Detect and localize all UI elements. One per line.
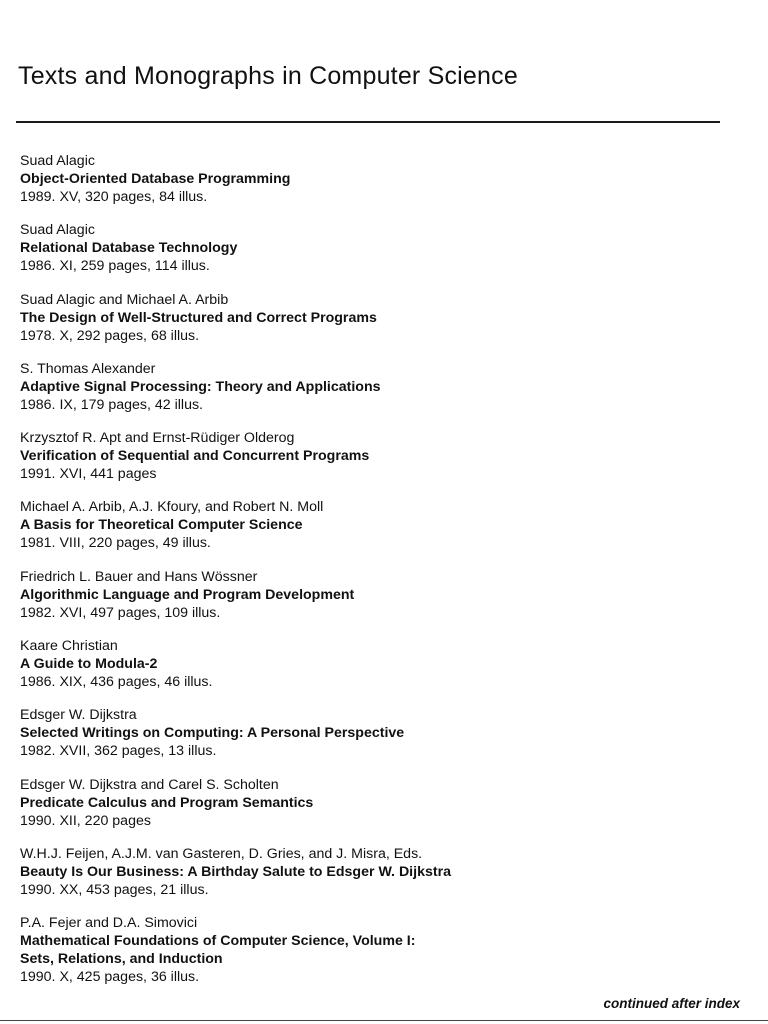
continued-note: continued after index	[603, 996, 740, 1011]
entry-authors: Michael A. Arbib, A.J. Kfoury, and Robert N. Moll	[20, 499, 324, 516]
entry-authors: P.A. Fejer and D.A. Simovici	[20, 915, 198, 932]
book-entry	[20, 568, 740, 637]
entry-title: Object-Oriented Database Programming	[20, 171, 291, 187]
entry-details: 1991. XVI, 441 pages	[20, 466, 157, 483]
entry-authors: Krzysztof R. Apt and Ernst-Rüdiger Olderog	[20, 430, 295, 447]
entry-authors: Suad Alagic	[20, 153, 95, 169]
entry-title-continued: Sets, Relations, and Induction	[20, 951, 223, 968]
entry-title: Predicate Calculus and Program Semantics	[20, 794, 314, 811]
entry-title: Beauty Is Our Business: A Birthday Salute to Edsger W. Dijkstra	[20, 863, 451, 880]
book-entry	[20, 706, 740, 775]
book-entry	[20, 152, 740, 221]
entry-details: 1989. XV, 320 pages, 84 illus.	[20, 189, 208, 205]
entry-title: A Basis for Theoretical Computer Science	[20, 517, 303, 534]
entry-title: Relational Database Technology	[20, 240, 238, 257]
entry-authors: Friedrich L. Bauer and Hans Wössner	[20, 568, 258, 585]
entry-details: 1986. IX, 179 pages, 42 illus.	[20, 396, 203, 413]
entry-details: 1990. XX, 453 pages, 21 illus.	[20, 881, 209, 898]
entry-details: 1990. XII, 220 pages	[20, 812, 151, 829]
book-entry	[20, 914, 740, 986]
entry-details: 1978. X, 292 pages, 68 illus.	[20, 327, 200, 344]
entry-authors: Suad Alagic and Michael A. Arbib	[20, 291, 229, 308]
entry-authors: W.H.J. Feijen, A.J.M. van Gasteren, D. Gries, and J. Misra, Eds.	[20, 845, 423, 862]
title-divider	[16, 121, 720, 123]
book-entry	[20, 429, 740, 498]
entry-authors: Edsger W. Dijkstra	[20, 707, 137, 724]
book-entry	[20, 291, 740, 360]
book-entry	[20, 845, 740, 914]
book-entry	[20, 360, 740, 429]
book-list	[20, 152, 740, 984]
entry-title: Algorithmic Language and Program Development	[20, 586, 355, 603]
entry-details: 1982. XVI, 497 pages, 109 illus.	[20, 604, 221, 621]
entry-authors: Suad Alagic	[20, 222, 95, 239]
entry-title: A Guide to Modula-2	[20, 656, 158, 673]
entry-authors: S. Thomas Alexander	[20, 360, 156, 377]
entry-details: 1986. XIX, 436 pages, 46 illus.	[20, 674, 213, 691]
entry-title: Mathematical Foundations of Computer Science, Volume I:	[20, 933, 416, 950]
entry-authors: Edsger W. Dijkstra and Carel S. Scholten	[20, 776, 279, 793]
entry-details: 1986. XI, 259 pages, 114 illus.	[20, 258, 210, 275]
entry-title: Adaptive Signal Processing: Theory and Applications	[20, 378, 381, 395]
entry-details: 1981. VIII, 220 pages, 49 illus.	[20, 535, 211, 552]
bottom-divider	[0, 1020, 768, 1021]
entry-authors: Kaare Christian	[20, 638, 118, 655]
page-title: Texts and Monographs in Computer Science	[18, 62, 518, 90]
entry-title: The Design of Well-Structured and Correct Programs	[20, 309, 377, 326]
book-entry	[20, 637, 740, 706]
book-entry	[20, 776, 740, 845]
entry-title: Selected Writings on Computing: A Personal Perspective	[20, 725, 405, 742]
entry-details: 1982. XVII, 362 pages, 13 illus.	[20, 743, 217, 760]
entry-details: 1990. X, 425 pages, 36 illus.	[20, 969, 200, 986]
book-entry	[20, 221, 740, 290]
book-entry	[20, 498, 740, 567]
entry-title: Verification of Sequential and Concurrent Programs	[20, 448, 370, 465]
